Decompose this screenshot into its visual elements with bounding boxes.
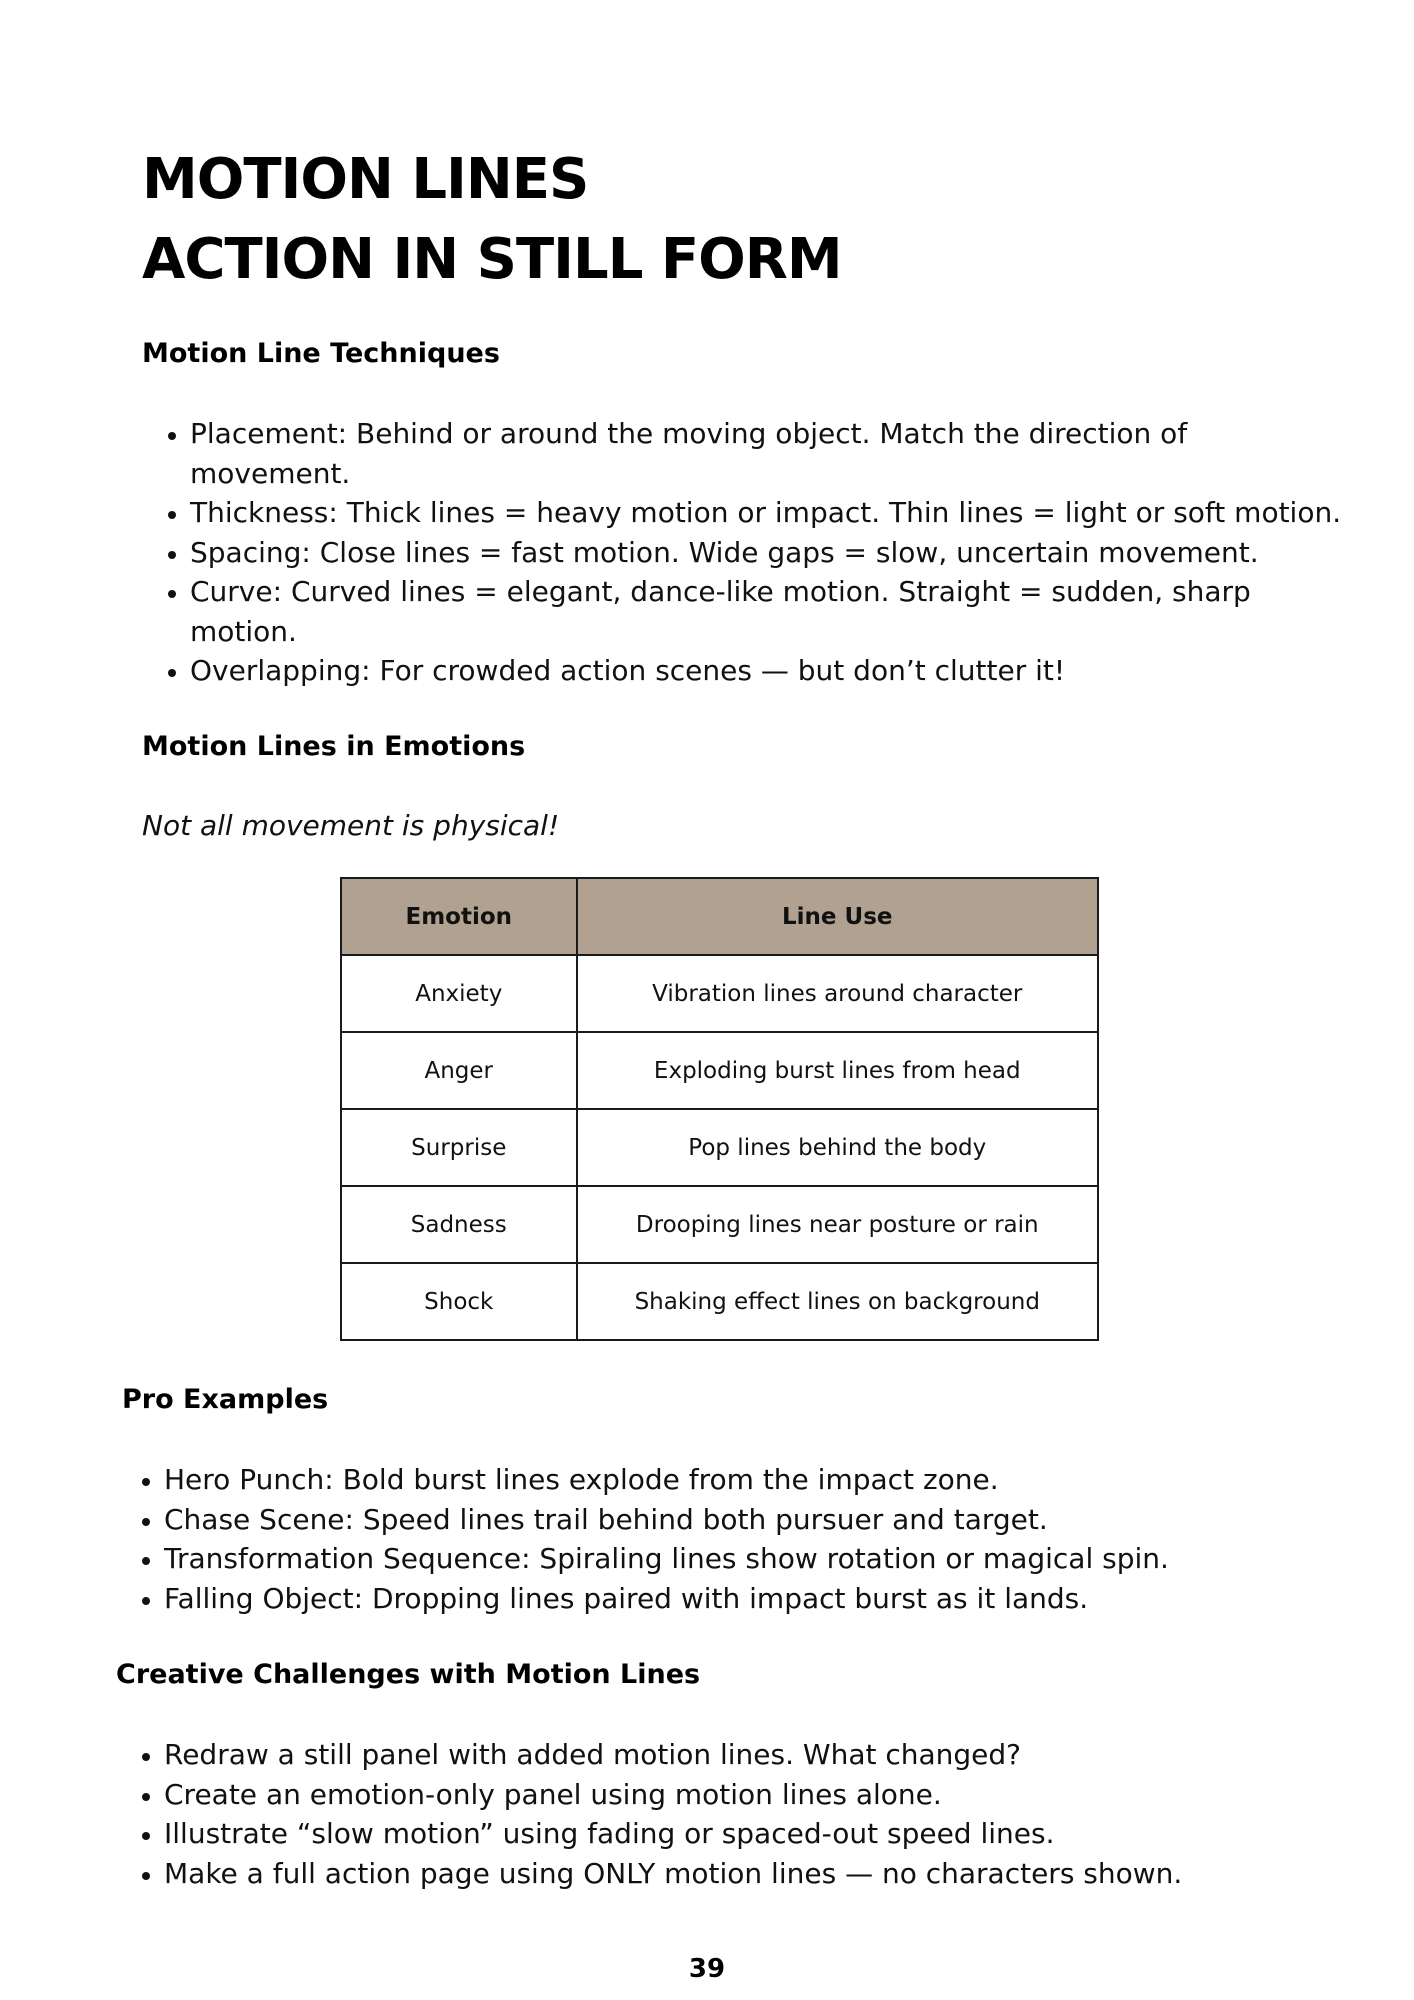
list-item: • Overlapping: For crowded action scenes — but don’t clutter it! [190,651,1350,691]
emotion-cell: Shock [341,1263,577,1340]
column-header-emotion: Emotion [341,878,577,955]
techniques-list [142,414,1350,691]
list-item: • Spacing: Close lines = fast motion. Wide gaps = slow, uncertain movement. [190,533,1350,573]
emotion-cell: Anger [341,1032,577,1109]
list-item: • Thickness: Thick lines = heavy motion or impact. Thin lines = light or soft motion. [190,493,1350,533]
emotions-table [340,877,1099,1341]
challenges-heading: Creative Challenges with Motion Lines [116,1659,701,1690]
challenges-list [116,1735,1364,1893]
line-use-cell: Vibration lines around character [577,955,1098,1032]
emotion-cell: Anxiety [341,955,577,1032]
emotions-subtitle: Not all movement is physical! [142,809,560,842]
page-title [142,140,842,300]
emotion-cell: Sadness [341,1186,577,1263]
table-row [341,955,1098,1032]
list-item: • Placement: Behind or around the moving object. Match the direction of movement. [190,414,1350,493]
table-row [341,1263,1098,1340]
list-item: • Curve: Curved lines = elegant, dance-like motion. Straight = sudden, sharp motion. [190,572,1350,651]
title-line-1: MOTION LINES [142,147,589,212]
table-row [341,1186,1098,1263]
pro-examples-list [116,1460,1364,1618]
list-item: • Chase Scene: Speed lines trail behind both pursuer and target. [164,1500,1364,1540]
list-item: • Hero Punch: Bold burst lines explode from the impact zone. [164,1460,1364,1500]
techniques-heading: Motion Line Techniques [142,338,500,369]
list-item: • Redraw a still panel with added motion lines. What changed? [164,1735,1364,1775]
table-row [341,1109,1098,1186]
line-use-cell: Shaking effect lines on background [577,1263,1098,1340]
line-use-cell: Drooping lines near posture or rain [577,1186,1098,1263]
page-number: 39 [688,1954,726,1984]
pro-examples-heading: Pro Examples [122,1384,329,1415]
list-item: • Transformation Sequence: Spiraling lines show rotation or magical spin. [164,1539,1364,1579]
table-header-row [341,878,1098,955]
title-line-2: ACTION IN STILL FORM [142,227,842,292]
emotion-cell: Surprise [341,1109,577,1186]
column-header-line-use: Line Use [577,878,1098,955]
list-item: • Illustrate “slow motion” using fading or spaced-out speed lines. [164,1814,1364,1854]
emotions-heading: Motion Lines in Emotions [142,731,526,762]
list-item: • Falling Object: Dropping lines paired with impact burst as it lands. [164,1579,1364,1619]
line-use-cell: Exploding burst lines from head [577,1032,1098,1109]
table-row [341,1032,1098,1109]
list-item: • Create an emotion-only panel using motion lines alone. [164,1775,1364,1815]
list-item: • Make a full action page using ONLY motion lines — no characters shown. [164,1854,1364,1894]
line-use-cell: Pop lines behind the body [577,1109,1098,1186]
